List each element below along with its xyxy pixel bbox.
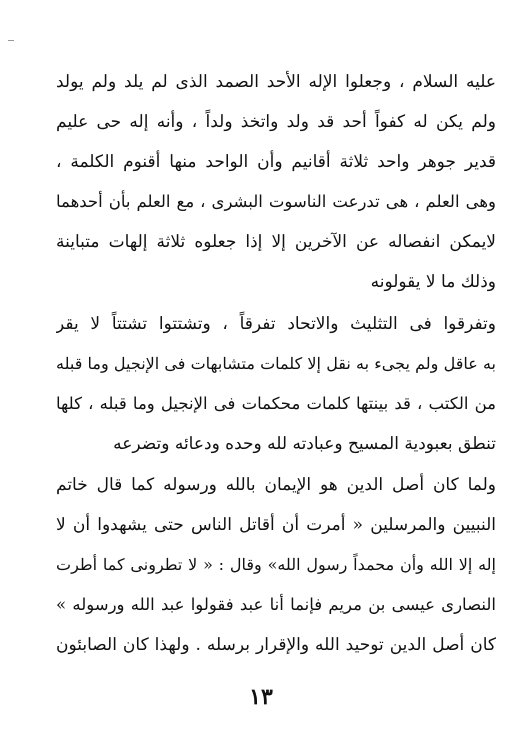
text-line: قدير جوهر واحد ثلاثة أقانيم وأن الواحد منها أقنوم الكلمة ،	[56, 152, 496, 172]
text-line: وهى العلم ، هى تدرعت الناسوت البشرى ، مع العلم بأن أحدهما	[56, 192, 496, 211]
text-line: إله إلا الله وأن محمداً رسول الله» وقال : « لا تطرونى كما أطرت	[56, 555, 496, 574]
text-line: كان أصل الدين توحيد الله والإقرار برسله . ولهذا كان الصابئون	[56, 635, 496, 655]
text-line: ولما كان أصل الدين هو الإيمان بالله ورسوله كما قال خاتم	[56, 475, 496, 495]
paragraph-1	[56, 62, 496, 302]
text-line: به عاقل ولم يجىء به نقل إلا كلمات متشابهات فى الإنجيل وما قبله	[56, 354, 496, 373]
text-line: عليه السلام ، وجعلوا الإله الأحد الصمد الذى لم يلد ولم يولد	[56, 72, 496, 92]
text-line: وتفرقوا فى التثليث والاتحاد تفرقاً ، وتشتتوا تشتتاً لا يقر	[56, 314, 496, 334]
text-line: لايمكن انفصاله عن الآخرين إلا إذا جعلوه ثلاثة إلهات متباينة	[56, 232, 496, 252]
text-line: تنطق بعبودية المسيح وعبادته لله وحده ودعائه وتضرعه	[113, 434, 496, 454]
margin-mark	[8, 40, 14, 41]
paragraph-2	[56, 304, 496, 464]
page-number: ١٣	[249, 684, 273, 710]
text-line: النبيين والمرسلين « أمرت أن أقاتل الناس حتى يشهدوا أن لا	[56, 515, 496, 535]
text-line: وذلك ما لا يقولونه	[370, 272, 496, 292]
text-line: من الكتب ، قد بينتها كلمات محكمات فى الإنجيل وما قبله ، كلها	[56, 394, 496, 413]
text-line: ولم يكن له كفواً أحد قد ولد واتخذ ولداً ، وأنه إله حى عليم	[56, 112, 496, 132]
paragraph-3	[56, 465, 496, 665]
text-line: النصارى عيسى بن مريم فإنما أنا عبد فقولوا عبد الله ورسوله »	[56, 595, 496, 614]
